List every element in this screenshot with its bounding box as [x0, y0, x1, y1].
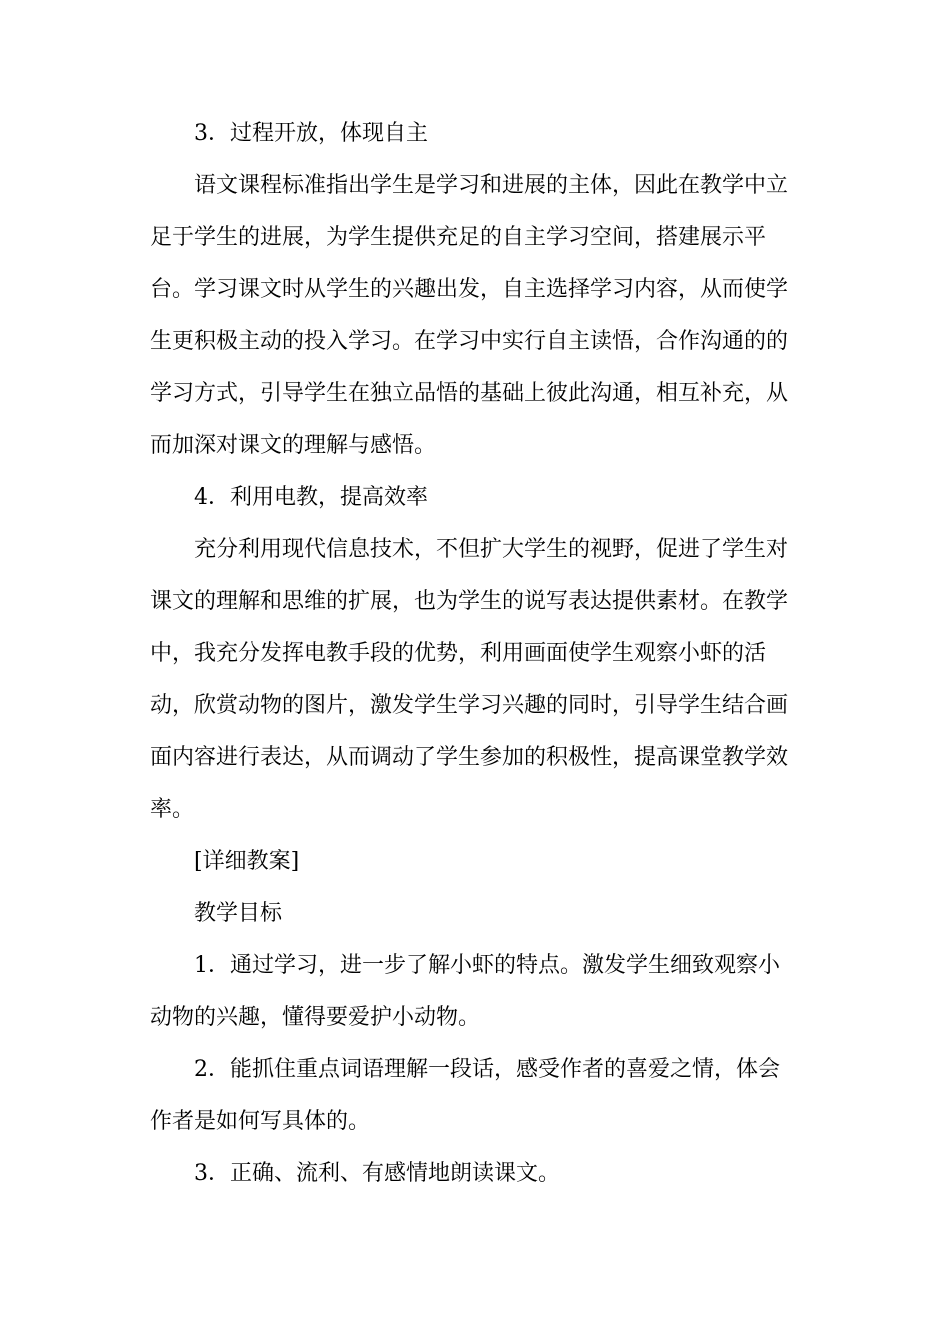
text-line: 动物的兴趣，懂得要爱护小动物。 [150, 1005, 481, 1030]
text-line: 充分利用现代信息技术，不但扩大学生的视野，促进了学生对 [194, 537, 789, 562]
heading-process-open [150, 108, 800, 160]
paragraph-autonomy [150, 160, 800, 472]
text-line: 1．通过学习，进一步了解小虾的特点。激发学生细致观察小 [194, 953, 780, 978]
text-line: 语文课程标准指出学生是学习和进展的主体，因此在教学中立 [194, 173, 789, 198]
goal-1 [150, 940, 800, 1044]
goal-3 [150, 1148, 800, 1200]
heading-use-media [150, 472, 800, 524]
text-line: 面内容进行表达，从而调动了学生参加的积极性，提高课堂教学效 [150, 745, 789, 770]
text-line: 而加深对课文的理解与感悟。 [150, 433, 437, 458]
heading-teaching-goals [150, 888, 800, 940]
text-line: 台。学习课文时从学生的兴趣出发，自主选择学习内容，从而使学 [150, 277, 789, 302]
text-line: 3．过程开放，体现自主 [194, 121, 428, 146]
text-line: 课文的理解和思维的扩展，也为学生的说写表达提供素材。在教学 [150, 589, 789, 614]
text-line: 动，欣赏动物的图片，激发学生学习兴趣的同时，引导学生结合画 [150, 693, 789, 718]
text-line: 3．正确、流利、有感情地朗读课文。 [194, 1161, 560, 1186]
text-line: 作者是如何写具体的。 [150, 1109, 371, 1134]
heading-detailed-plan [150, 836, 800, 888]
text-line: 学习方式，引导学生在独立品悟的基础上彼此沟通，相互补充，从 [150, 381, 789, 406]
document-page [150, 108, 800, 1200]
text-line: 生更积极主动的投入学习。在学习中实行自主读悟，合作沟通的的 [150, 329, 789, 354]
text-line: 中，我充分发挥电教手段的优势，利用画面使学生观察小虾的活 [150, 641, 767, 666]
text-line: [详细教案] [194, 849, 300, 874]
text-line: 教学目标 [194, 901, 283, 926]
text-line: 4．利用电教，提高效率 [194, 485, 428, 510]
paragraph-media [150, 524, 800, 836]
text-line: 率。 [150, 797, 195, 822]
text-line: 足于学生的进展，为学生提供充足的自主学习空间，搭建展示平 [150, 225, 767, 250]
text-line: 2．能抓住重点词语理解一段话，感受作者的喜爱之情，体会 [194, 1057, 780, 1082]
goal-2 [150, 1044, 800, 1148]
